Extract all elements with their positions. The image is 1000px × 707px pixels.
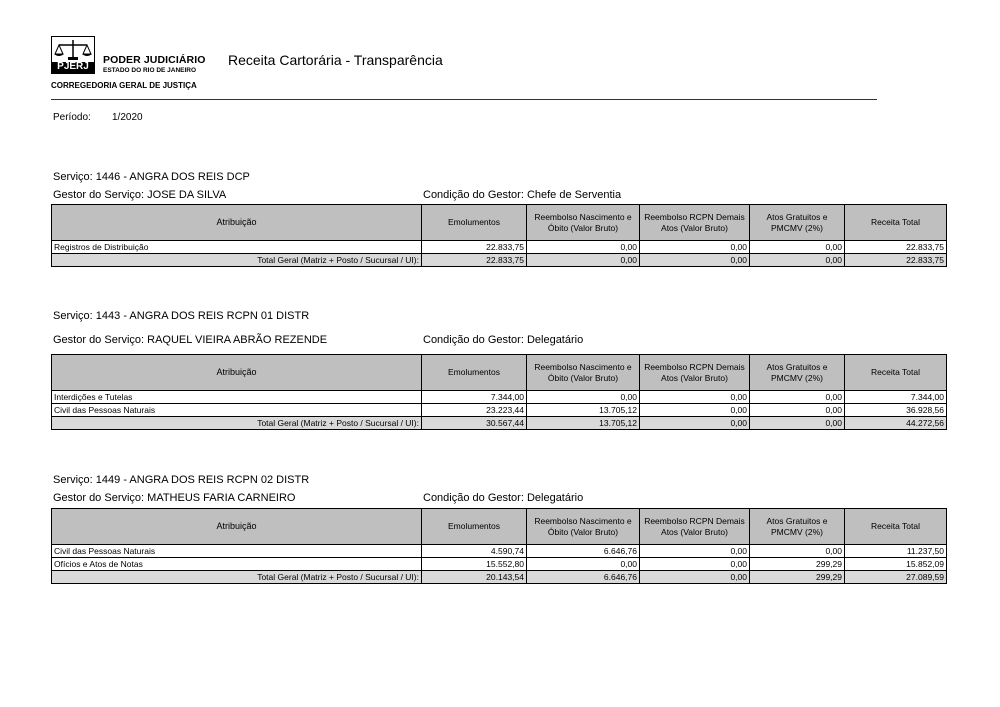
cell-atos-gratuitos: 0,00 <box>750 241 845 254</box>
service-title: Serviço: 1443 - ANGRA DOS REIS RCPN 01 DISTR <box>53 310 310 322</box>
col-reembolso-nascimento: Reembolso Nascimento e Óbito (Valor Bruto) <box>527 355 640 391</box>
total-atos-gratuitos: 0,00 <box>750 417 845 430</box>
service-manager: Gestor do Serviço: RAQUEL VIEIRA ABRÃO REZENDE <box>53 334 328 346</box>
service-manager: Gestor do Serviço: MATHEUS FARIA CARNEIRO <box>53 492 296 504</box>
total-row <box>52 571 947 584</box>
table-header-row <box>52 205 947 241</box>
col-emolumentos: Emolumentos <box>422 509 527 545</box>
report-title: Receita Cartorária - Transparência <box>228 52 443 68</box>
col-attribution: Atribuição <box>52 509 422 545</box>
col-reembolso-nascimento: Reembolso Nascimento e Óbito (Valor Bruto) <box>527 205 640 241</box>
cell-reembolso-nascimento: 13.705,12 <box>527 404 640 417</box>
cell-attribution: Civil das Pessoas Naturais <box>52 545 422 558</box>
service-title: Serviço: 1446 - ANGRA DOS REIS DCP <box>53 171 250 183</box>
total-row <box>52 417 947 430</box>
cell-atos-gratuitos: 299,29 <box>750 558 845 571</box>
total-atos-gratuitos: 299,29 <box>750 571 845 584</box>
col-reembolso-rcpn: Reembolso RCPN Demais Atos (Valor Bruto) <box>640 509 750 545</box>
cell-reembolso-nascimento: 0,00 <box>527 558 640 571</box>
table-header-row <box>52 509 947 545</box>
col-atos-gratuitos: Atos Gratuitos e PMCMV (2%) <box>750 355 845 391</box>
cell-receita-total: 22.833,75 <box>845 241 947 254</box>
revenue-table <box>51 354 947 430</box>
cell-reembolso-rcpn: 0,00 <box>640 545 750 558</box>
cell-emolumentos: 15.552,80 <box>422 558 527 571</box>
total-label: Total Geral (Matriz + Posto / Sucursal / UI): <box>52 254 422 267</box>
cell-receita-total: 11.237,50 <box>845 545 947 558</box>
total-receita: 27.089,59 <box>845 571 947 584</box>
total-reembolso-rcpn: 0,00 <box>640 571 750 584</box>
cell-receita-total: 36.928,56 <box>845 404 947 417</box>
col-attribution: Atribuição <box>52 355 422 391</box>
cell-reembolso-rcpn: 0,00 <box>640 404 750 417</box>
pjerj-logo <box>51 36 95 74</box>
org-department: CORREGEDORIA GERAL DE JUSTIÇA <box>51 81 197 90</box>
revenue-table <box>51 508 947 584</box>
cell-emolumentos: 22.833,75 <box>422 241 527 254</box>
col-receita-total: Receita Total <box>845 205 947 241</box>
total-receita: 44.272,56 <box>845 417 947 430</box>
cell-reembolso-rcpn: 0,00 <box>640 241 750 254</box>
cell-atos-gratuitos: 0,00 <box>750 404 845 417</box>
col-emolumentos: Emolumentos <box>422 205 527 241</box>
col-attribution: Atribuição <box>52 205 422 241</box>
total-emolumentos: 20.143,54 <box>422 571 527 584</box>
table-header-row <box>52 355 947 391</box>
cell-attribution: Civil das Pessoas Naturais <box>52 404 422 417</box>
header-divider <box>51 99 877 100</box>
cell-attribution: Registros de Distribuição <box>52 241 422 254</box>
total-reembolso-nascimento: 0,00 <box>527 254 640 267</box>
manager-condition: Condição do Gestor: Delegatário <box>423 492 584 504</box>
cell-attribution: Ofícios e Atos de Notas <box>52 558 422 571</box>
table-row <box>52 558 947 571</box>
total-reembolso-nascimento: 6.646,76 <box>527 571 640 584</box>
cell-emolumentos: 4.590,74 <box>422 545 527 558</box>
cell-attribution: Interdições e Tutelas <box>52 391 422 404</box>
table-row <box>52 545 947 558</box>
total-reembolso-rcpn: 0,00 <box>640 417 750 430</box>
col-atos-gratuitos: Atos Gratuitos e PMCMV (2%) <box>750 205 845 241</box>
cell-reembolso-nascimento: 6.646,76 <box>527 545 640 558</box>
cell-atos-gratuitos: 0,00 <box>750 545 845 558</box>
total-reembolso-rcpn: 0,00 <box>640 254 750 267</box>
cell-reembolso-nascimento: 0,00 <box>527 241 640 254</box>
cell-reembolso-rcpn: 0,00 <box>640 391 750 404</box>
service-manager: Gestor do Serviço: JOSE DA SILVA <box>53 189 227 201</box>
cell-emolumentos: 7.344,00 <box>422 391 527 404</box>
total-reembolso-nascimento: 13.705,12 <box>527 417 640 430</box>
total-emolumentos: 30.567,44 <box>422 417 527 430</box>
cell-emolumentos: 23.223,44 <box>422 404 527 417</box>
col-reembolso-rcpn: Reembolso RCPN Demais Atos (Valor Bruto) <box>640 205 750 241</box>
total-label: Total Geral (Matriz + Posto / Sucursal / UI): <box>52 417 422 430</box>
cell-atos-gratuitos: 0,00 <box>750 391 845 404</box>
col-reembolso-rcpn: Reembolso RCPN Demais Atos (Valor Bruto) <box>640 355 750 391</box>
total-row <box>52 254 947 267</box>
col-reembolso-nascimento: Reembolso Nascimento e Óbito (Valor Bruto) <box>527 509 640 545</box>
period-label: Período: <box>53 112 91 123</box>
org-state: ESTADO DO RIO DE JANEIRO <box>103 67 197 74</box>
manager-condition: Condição do Gestor: Chefe de Serventia <box>423 189 622 201</box>
total-label: Total Geral (Matriz + Posto / Sucursal / UI): <box>52 571 422 584</box>
col-emolumentos: Emolumentos <box>422 355 527 391</box>
cell-receita-total: 7.344,00 <box>845 391 947 404</box>
cell-reembolso-nascimento: 0,00 <box>527 391 640 404</box>
cell-receita-total: 15.852,09 <box>845 558 947 571</box>
table-row <box>52 404 947 417</box>
table-row <box>52 391 947 404</box>
total-emolumentos: 22.833,75 <box>422 254 527 267</box>
org-name: PODER JUDICIÁRIO <box>103 54 206 66</box>
period-value: 1/2020 <box>112 112 143 123</box>
total-atos-gratuitos: 0,00 <box>750 254 845 267</box>
table-row <box>52 241 947 254</box>
total-receita: 22.833,75 <box>845 254 947 267</box>
col-atos-gratuitos: Atos Gratuitos e PMCMV (2%) <box>750 509 845 545</box>
col-receita-total: Receita Total <box>845 509 947 545</box>
logo-text: PJERJ <box>57 61 89 72</box>
revenue-table <box>51 204 947 267</box>
service-title: Serviço: 1449 - ANGRA DOS REIS RCPN 02 DISTR <box>53 474 310 486</box>
cell-reembolso-rcpn: 0,00 <box>640 558 750 571</box>
col-receita-total: Receita Total <box>845 355 947 391</box>
manager-condition: Condição do Gestor: Delegatário <box>423 334 584 346</box>
